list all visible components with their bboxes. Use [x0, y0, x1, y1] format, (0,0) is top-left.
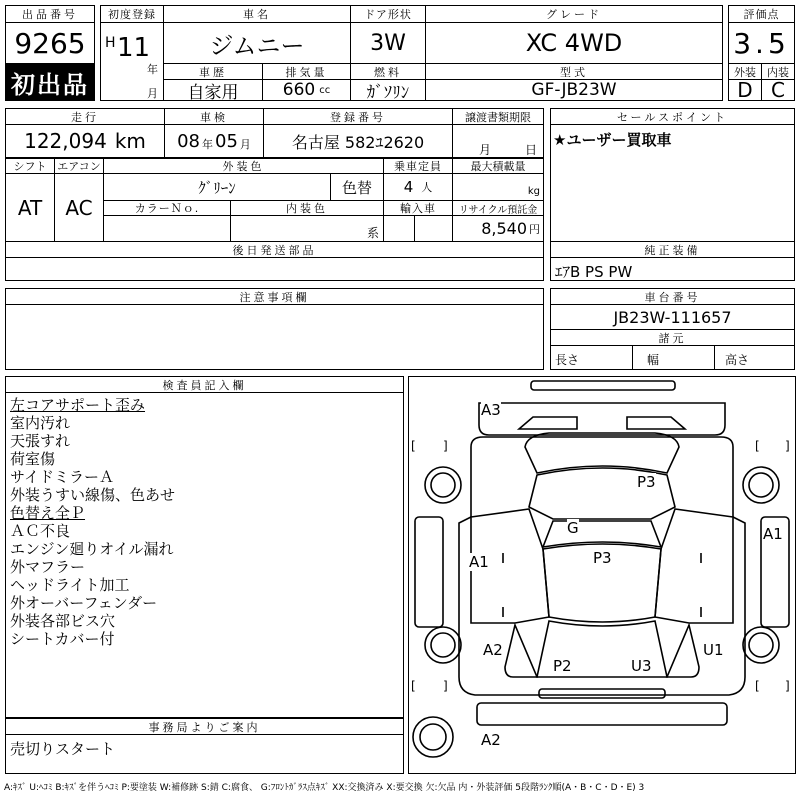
- mileage-cell: [5, 124, 165, 158]
- bracket-left-open: [: [411, 439, 416, 453]
- sales-point-box: [550, 124, 795, 242]
- inspection-month-unit: 月: [239, 138, 251, 151]
- inspector-lines: [10, 396, 175, 648]
- recycle-unit: 円: [529, 222, 540, 236]
- car-name-label: 車名: [163, 5, 351, 23]
- car-name: ジムニー: [163, 22, 351, 64]
- displacement: 660: [282, 80, 316, 100]
- recycle-cell: [452, 215, 544, 242]
- bracket-right-open: [: [755, 439, 760, 453]
- bottom-panel-shape: [477, 703, 727, 725]
- right-door-shape: [655, 509, 733, 623]
- sales-point: ★ユーザー買取車: [553, 131, 672, 149]
- exterior-grade: D: [728, 79, 762, 101]
- width-cell: [632, 345, 715, 370]
- interior-label: 内装: [761, 63, 795, 80]
- inspector-line: 外オーバーフェンダー: [10, 594, 158, 612]
- damage-diagram: [408, 376, 796, 774]
- later-parts-box: [5, 257, 544, 281]
- grade-label: グレード: [425, 5, 723, 23]
- office-label: 事務局よりご案内: [5, 718, 404, 735]
- inspector-line: 荷室傷: [10, 450, 56, 468]
- interior-grade: C: [761, 79, 795, 101]
- inspector-line: 室内汚れ: [10, 414, 71, 432]
- damage-mark-p2-front: P2: [553, 657, 572, 675]
- equipment-label: 純正装備: [550, 241, 795, 258]
- damage-mark-a1-right: A1: [763, 525, 783, 543]
- damage-mark-a3-top: A3: [481, 401, 501, 419]
- score-label: 評価点: [728, 5, 795, 23]
- ac: AC: [54, 173, 104, 242]
- inspector-line: 外マフラー: [10, 558, 86, 576]
- rear-panel-shape: [479, 403, 725, 435]
- score: 3.5: [728, 22, 795, 64]
- exterior-label: 外装: [728, 63, 762, 80]
- grade: XC 4WD: [425, 22, 723, 64]
- load-unit: kg: [527, 186, 540, 197]
- reg-year: 11: [117, 33, 151, 63]
- chassis: JB23W-111657: [550, 304, 795, 330]
- inspector-line: サイドミラーＡ: [10, 468, 114, 486]
- equipment-box: [550, 257, 795, 281]
- capacity-cell: [383, 173, 453, 201]
- later-parts-label: 後日発送部品: [5, 241, 544, 258]
- equipment: ｴｱB PS PW: [555, 263, 633, 281]
- lot-no: 9265: [5, 22, 95, 64]
- inspector-line: エンジン廻りオイル漏れ: [10, 540, 174, 558]
- color-no-cell: [103, 215, 231, 242]
- damage-mark-p3-hood: P3: [593, 549, 612, 567]
- shift-label: シフト: [5, 158, 55, 174]
- right-fender-shape: [667, 625, 699, 677]
- inspector-line: ヘッドライト加工: [10, 576, 130, 594]
- history: 自家用: [163, 79, 263, 101]
- bracket-bottom-right-close: ]: [785, 679, 790, 693]
- windshield-shape: [543, 521, 661, 547]
- first-reg-cell: [100, 22, 164, 101]
- legend: A:ｷｽﾞ U:ﾍｺﾐ B:ｷｽﾞを伴うﾍｺﾐ P:要塗装 W:補修跡 S:錆 C:腐食、 G:ﾌﾛﾝﾄｶﾞﾗｽ点ｷｽﾞ XX:交換済み X:要交換 欠:欠品 内・外装評価 5段階ﾗﾝｸ順(A・B・C・D・E) 3: [4, 783, 645, 793]
- history-label: 車歴: [163, 63, 263, 80]
- inspector-line: 外装各部ビス穴: [10, 612, 116, 630]
- office-text: 売切りスタート: [10, 740, 116, 758]
- rear-glass-shape: [525, 433, 679, 473]
- recycle: 8,540: [481, 219, 527, 238]
- height-cell: [714, 345, 795, 370]
- inspection-year: 08: [177, 130, 200, 152]
- inspector-line: 色替え全Ｐ: [10, 504, 86, 522]
- fuel: ｶﾞｿﾘﾝ: [350, 79, 426, 101]
- front-bumper-shape: [539, 689, 665, 698]
- first-listing-badge: 初出品: [5, 63, 95, 101]
- dims-label: 諸元: [550, 329, 795, 346]
- displacement-label: 排気量: [262, 63, 351, 80]
- plate: 名古屋 582ﾕ2620: [263, 124, 453, 158]
- displacement-unit: cc: [319, 84, 331, 96]
- rear-lights-shape: [519, 417, 685, 429]
- inspector-box: [5, 392, 404, 718]
- door: 3W: [350, 22, 426, 64]
- color-no-label: カラーＮｏ.: [103, 200, 231, 216]
- shift: AT: [5, 173, 55, 242]
- width-label: 幅: [647, 353, 660, 367]
- model: GF-JB23W: [425, 79, 723, 101]
- damage-mark-g-windshield: G: [567, 519, 579, 537]
- car-outline-diagram: [409, 377, 795, 773]
- recycle-label: リサイクル預託金: [452, 200, 544, 216]
- import-label: 輸入車: [383, 200, 453, 216]
- inspector-line: シートカバー付: [10, 630, 115, 648]
- capacity: 4: [403, 178, 414, 196]
- fuel-label: 燃料: [350, 63, 426, 80]
- inspector-line: 左コアサポート歪み: [10, 396, 146, 414]
- bracket-right-close: ]: [785, 439, 790, 453]
- load-cell: [452, 173, 544, 201]
- int-color-suffix: 系: [366, 226, 379, 240]
- damage-mark-a1-left: A1: [469, 553, 489, 571]
- bracket-bottom-left-open: [: [411, 679, 416, 693]
- rear-bumper-shape: [531, 381, 675, 390]
- length-label: 長さ: [555, 353, 580, 367]
- chassis-label: 車台番号: [550, 288, 795, 305]
- bracket-bottom-left-close: ]: [443, 679, 448, 693]
- transfer-month: 月: [479, 143, 492, 157]
- color-label: 外装色: [103, 158, 384, 174]
- capacity-label: 乗車定員: [383, 158, 453, 174]
- mileage: 122,094: [24, 129, 107, 153]
- mileage-unit: km: [114, 129, 146, 153]
- transfer-day: 日: [525, 143, 538, 157]
- inspector-label: 検査員記入欄: [5, 376, 404, 393]
- damage-mark-u3-front: U3: [631, 657, 652, 675]
- reg-month-unit: 月: [147, 87, 158, 100]
- inspector-line: 外装うすい線傷、色あせ: [10, 486, 176, 504]
- inspector-line: 天張すれ: [10, 432, 71, 450]
- height-label: 高さ: [725, 353, 750, 367]
- bracket-bottom-right-open: [: [755, 679, 760, 693]
- era: H: [105, 35, 116, 51]
- import-cell-a: [383, 215, 415, 242]
- inspection-year-unit: 年: [202, 138, 213, 151]
- inspector-line: ＡＣ不良: [10, 522, 71, 540]
- damage-mark-a2-left: A2: [483, 641, 503, 659]
- capacity-unit: 人: [421, 181, 433, 194]
- inspection-cell: [164, 124, 264, 158]
- inspection-label: 車検: [164, 108, 264, 125]
- damage-mark-u1-right: U1: [703, 641, 724, 659]
- mileage-label: 走行: [5, 108, 165, 125]
- sales-point-label: セールスポイント: [550, 108, 795, 125]
- color-change: 色替: [330, 173, 384, 201]
- damage-mark-p3-roof: P3: [637, 473, 656, 491]
- color: ｸﾞﾘｰﾝ: [103, 173, 331, 201]
- load-label: 最大積載量: [452, 158, 544, 174]
- transfer-label: 譲渡書類期限: [452, 108, 544, 125]
- caution-box: [5, 304, 544, 370]
- length-cell: [550, 345, 633, 370]
- model-label: 型式: [425, 63, 723, 80]
- office-box: [5, 734, 404, 774]
- lot-no-label: 出品番号: [5, 5, 95, 23]
- first-reg-label: 初度登録: [100, 5, 164, 23]
- left-side-shape: [415, 517, 443, 627]
- plate-label: 登録番号: [263, 108, 453, 125]
- displacement-cell: [262, 79, 351, 101]
- caution-label: 注意事項欄: [5, 288, 544, 305]
- ac-label: エアコン: [54, 158, 104, 174]
- left-fender-shape: [505, 625, 537, 677]
- reg-year-unit: 年: [147, 63, 158, 76]
- int-color-label: 内装色: [230, 200, 384, 216]
- bracket-left-close: ]: [443, 439, 448, 453]
- transfer-cell: [452, 124, 544, 158]
- damage-mark-a2-bottom: A2: [481, 731, 501, 749]
- import-cell-b: [414, 215, 453, 242]
- door-label: ドア形状: [350, 5, 426, 23]
- spare-wheel: [413, 717, 453, 757]
- int-color-cell: [230, 215, 384, 242]
- inspection-month: 05: [215, 130, 238, 152]
